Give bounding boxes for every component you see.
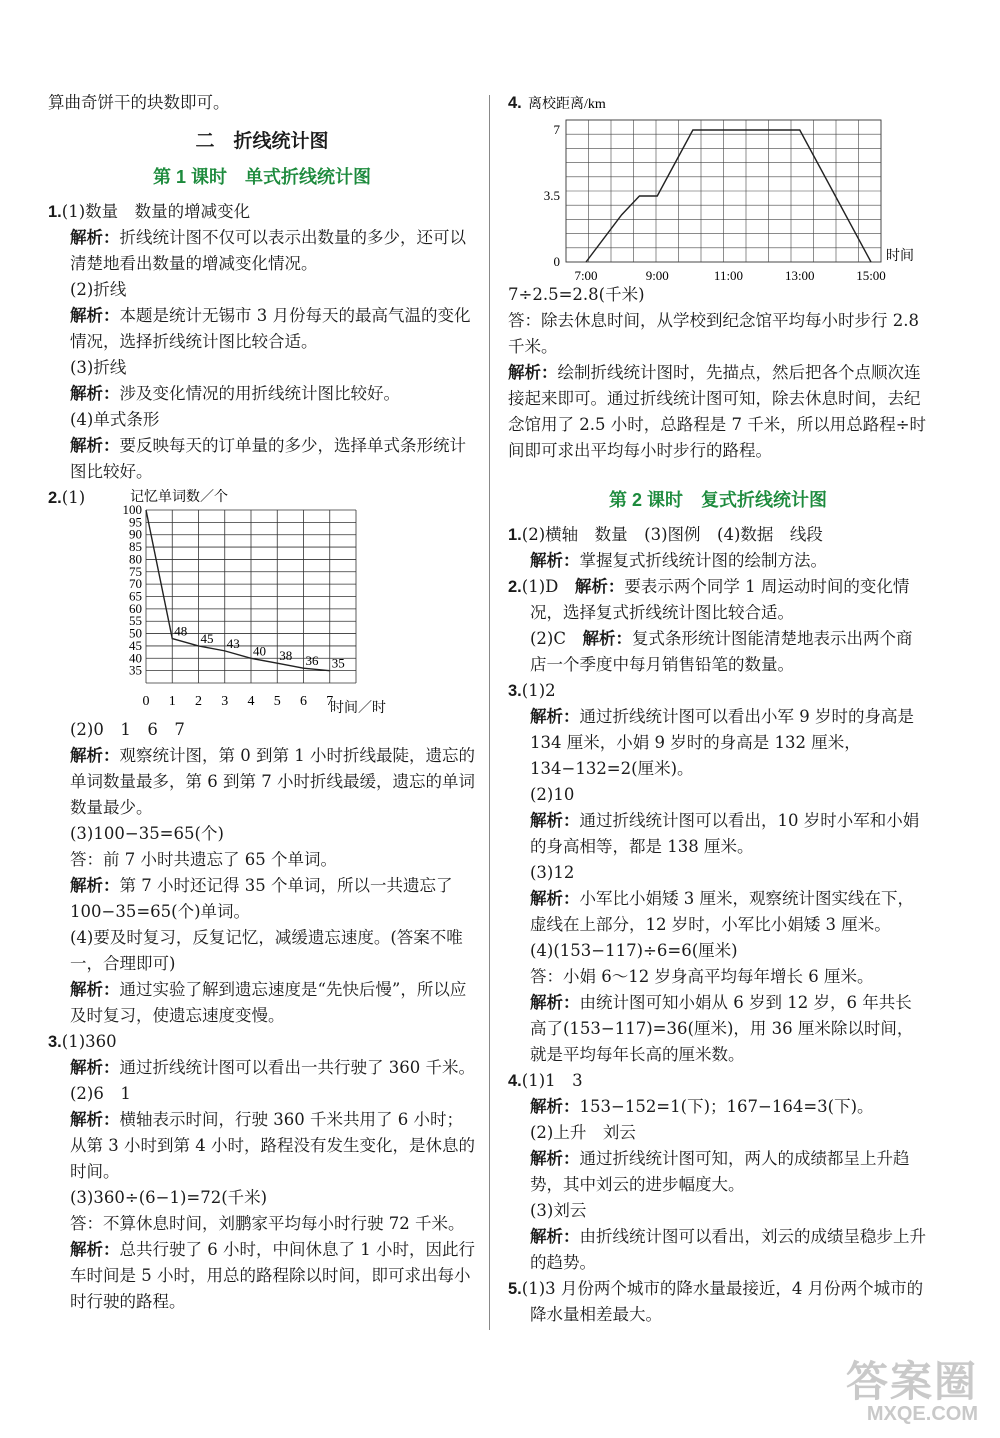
q3-explain-3: 总共行驶了 6 小时，中间休息了 1 小时，因此行车时间是 5 小时，用总的路程除以时间，即可求出每小时行驶的路程。	[70, 1240, 475, 1311]
rq2-explain-1: 要表示两个同学 1 周运动时间的变化情况，选择复式折线统计图比较合适。	[530, 577, 910, 622]
rq1-number: 1.	[508, 526, 522, 544]
watermark-url: MXQE.COM	[866, 1403, 978, 1425]
chart1-y-tick-label: 45	[129, 637, 142, 653]
chart1-x-tick-label: 7	[326, 694, 334, 709]
chart1-y-tick-label: 55	[129, 613, 142, 629]
jiexi-label: 解析：	[70, 1241, 120, 1259]
jiexi-label: 解析：	[530, 708, 580, 726]
q1-answer-4: (4)单式条形	[70, 410, 160, 429]
rq2-explain-2: 复式条形统计图能清楚地表示出两个商店一个季度中每月销售铅笔的数量。	[530, 629, 913, 674]
jiexi-label: 解析：	[70, 229, 120, 247]
chart1-x-tick-label: 0	[142, 694, 150, 709]
jiexi-label: 解析：	[530, 1228, 580, 1246]
q3-explain-2: 横轴表示时间，行驶 360 千米共用了 6 小时；从第 3 小时到第 4 小时，路程没有发生变化，是休息的时间。	[70, 1110, 475, 1181]
column-divider	[489, 95, 490, 1330]
q4-reply: 答：除去休息时间，从学校到纪念馆平均每小时步行 2.8 千米。	[508, 311, 919, 356]
chart1-data-label: 35	[331, 655, 345, 671]
chart2-x-ticks	[574, 268, 885, 282]
chart1-x-axis-label: 时间／时	[330, 701, 386, 716]
chart1-y-axis-label: 记忆单词数／个	[130, 490, 228, 505]
r-question-5	[508, 1276, 928, 1328]
chart2-x-tick-label: 7:00	[574, 268, 598, 282]
chart2-x-tick-label: 9:00	[645, 268, 669, 282]
chart1-x-tick-label: 1	[168, 694, 176, 709]
rq2-number: 2.	[508, 578, 522, 596]
rq4-answer-1: (1)1 3	[521, 1071, 583, 1090]
watermark-logo	[846, 1360, 978, 1424]
q1-answer-1: (1)数量 数量的增减变化	[61, 202, 251, 221]
rq3-number: 3.	[508, 682, 522, 700]
q1-explain-3: 涉及变化情况的用折线统计图比较好。	[119, 384, 400, 403]
q1-explain-1: 折线统计图不仅可以表示出数量的多少，还可以清楚地看出数量的增减变化情况。	[70, 228, 466, 273]
rq4-explain-2: 通过折线统计图可知，两人的成绩都呈上升趋势，其中刘云的进步幅度大。	[530, 1149, 910, 1194]
rq3-reply-4: 答：小娟 6～12 岁身高平均每年增长 6 厘米。	[530, 967, 874, 986]
q3-explain-1: 通过折线统计图可以看出一共行驶了 360 千米。	[119, 1058, 475, 1077]
jiexi-label: 解析：	[530, 994, 580, 1012]
chart1-y-tick-label: 95	[129, 514, 142, 530]
jiexi-label: 解析：	[582, 630, 632, 648]
rq4-explain-3: 由折线统计图可以看出，刘云的成绩呈稳步上升的趋势。	[530, 1227, 926, 1272]
chart1-x-ticks	[143, 694, 334, 709]
chart1-y-tick-label: 90	[129, 526, 142, 542]
chart1-data-label: 38	[279, 648, 293, 664]
r-question-1	[508, 522, 928, 574]
chart2-x-tick-label: 13:00	[784, 268, 815, 282]
question-3	[48, 1029, 476, 1315]
intro-text: 算曲奇饼干的块数即可。	[48, 93, 230, 112]
q1-number: 1.	[48, 203, 62, 221]
q2-reply-3: 答：前 7 小时共遗忘了 65 个单词。	[70, 850, 337, 869]
jiexi-label: 解析：	[70, 437, 120, 455]
chart1-y-tick-label: 65	[129, 588, 142, 604]
chart2-y-tick-label: 0	[553, 254, 560, 269]
chart1-data-label: 43	[226, 635, 240, 651]
rq1-explain: 掌握复式折线统计图的绘制方法。	[579, 551, 827, 570]
q1-answer-2: (2)折线	[70, 280, 127, 299]
rq3-answer-1: (1)2	[521, 681, 556, 700]
watermark-title: 答案圈	[845, 1358, 978, 1405]
jiexi-label: 解析：	[70, 981, 120, 999]
rq4-answer-3: (3)刘云	[530, 1201, 587, 1220]
lesson-1-title: 第 1 课时 单式折线统计图	[152, 167, 371, 187]
r-question-3	[508, 678, 928, 1068]
r-question-2	[508, 574, 928, 678]
jiexi-label: 解析：	[508, 364, 558, 382]
jiexi-label: 解析：	[530, 890, 580, 908]
q2-number: 2.	[48, 489, 62, 507]
chart1-x-tick-label: 4	[247, 694, 255, 709]
q3-answer-1: (1)360	[61, 1032, 117, 1051]
chart1-x-tick-label: 6	[300, 694, 307, 709]
right-column	[508, 90, 928, 1328]
q2-part-1: (1)	[61, 488, 86, 507]
chart2-y-tick-label: 7	[553, 122, 560, 137]
chart1-grid	[146, 510, 356, 683]
r-question-4	[508, 1068, 928, 1276]
q3-answer-2: (2)6 1	[70, 1084, 131, 1103]
question-4-distance	[508, 90, 928, 464]
q4-explain: 绘制折线统计图时，先描点，然后把各个点顺次连接起来即可。通过折线统计图可知，除去休息时间，去纪念馆用了 2.5 小时，总路程是 7 千米，所以用总路程÷时间即可求出平均每小时步行的路程。	[508, 363, 927, 460]
rq4-answer-2: (2)上升 刘云	[530, 1123, 636, 1142]
jiexi-label: 解析：	[70, 1059, 120, 1077]
chart1-y-ticks	[123, 502, 143, 678]
q3-number: 3.	[48, 1033, 62, 1051]
chart2-x-tick-label: 15:00	[856, 268, 886, 282]
rq3-explain-4: 由统计图可知小娟从 6 岁到 12 岁，6 年共长高了(153−117)=36(厘米)，用 36 厘米除以时间，就是平均每年长高的厘米数。	[530, 993, 914, 1064]
rq2-answer-2: (2)C	[530, 629, 566, 648]
chart1-x-tick-label: 2	[195, 694, 202, 709]
rq3-explain-3: 小军比小娟矮 3 厘米，观察统计图实线在下，虚线在上部分，12 岁时，小军比小娟矮 3 厘米。	[530, 889, 914, 934]
chart1-y-tick-label: 50	[129, 625, 142, 641]
chart1-y-tick-label: 40	[129, 650, 142, 666]
chart1-data-label: 40	[253, 643, 266, 659]
jiexi-label: 解析：	[70, 877, 120, 895]
chart1-x-tick-label: 3	[221, 694, 229, 709]
jiexi-label: 解析：	[70, 385, 120, 403]
chart1-data-label: 48	[174, 623, 188, 639]
chart2-series-line	[586, 130, 871, 262]
q2-explain-3: 第 7 小时还记得 35 个单词，所以一共遗忘了 100−35=65(个)单词。	[70, 876, 453, 921]
q1-answer-3: (3)折线	[70, 358, 127, 377]
jiexi-label: 解析：	[70, 1111, 120, 1129]
rq2-answer-1: (1)D	[521, 577, 559, 596]
lesson-2-title: 第 2 课时 复式折线统计图	[608, 490, 827, 510]
memory-chart-block	[48, 485, 476, 717]
chart1-y-tick-label: 80	[129, 551, 142, 567]
chart2-grid	[566, 120, 881, 262]
q2-explain-4: 通过实验了解到遗忘速度是“先快后慢”，所以应及时复习，使遗忘速度变慢。	[70, 980, 467, 1025]
q1-explain-2: 本题是统计无锡市 3 月份每天的最高气温的变化情况，选择折线统计图比较合适。	[70, 306, 471, 351]
rq4-explain-1: 153−152=1(下)；167−164=3(下)。	[579, 1097, 874, 1116]
chart1-y-tick-label: 35	[129, 662, 142, 678]
chart1-y-tick-label: 75	[129, 563, 142, 579]
chart1-y-tick-label: 70	[129, 576, 142, 592]
jiexi-label: 解析：	[530, 1150, 580, 1168]
jiexi-label: 解析：	[70, 307, 120, 325]
jiexi-label: 解析：	[530, 812, 580, 830]
question-2	[48, 485, 476, 1029]
jiexi-label: 解析：	[530, 1098, 580, 1116]
distance-chart-block	[508, 90, 928, 282]
distance-line-chart	[526, 90, 926, 282]
q1-explain-4: 要反映每天的订单量的多少，选择单式条形统计图比较好。	[70, 436, 466, 481]
q2-explain-2: 观察统计图，第 0 到第 1 小时折线最陡，遗忘的单词数量最多，第 6 到第 7 小时折线最缓，遗忘的单词数量最少。	[70, 746, 475, 817]
chart2-y-ticks	[544, 122, 561, 269]
memory-line-chart	[106, 485, 436, 717]
jiexi-label: 解析：	[574, 578, 625, 596]
chart2-x-tick-label: 11:00	[713, 268, 744, 282]
chart1-y-tick-label: 60	[129, 600, 142, 616]
chart1-x-tick-label: 5	[273, 694, 281, 709]
q3-answer-3: (3)360÷(6−1)=72(千米)	[70, 1188, 268, 1207]
rq3-answer-2: (2)10	[530, 785, 575, 804]
rq5-answer-1: (1)3 月份两个城市的降水量最接近，4 月份两个城市的降水量相差最大。	[521, 1279, 924, 1324]
rq3-answer-4: (4)(153−117)÷6=6(厘米)	[530, 941, 738, 960]
q4-calc: 7÷2.5=2.8(千米)	[508, 285, 645, 304]
rq4-number: 4.	[508, 1072, 522, 1090]
chart2-x-axis-label: 时间	[886, 249, 914, 264]
rq3-answer-3: (3)12	[530, 863, 575, 882]
q4-number: 4.	[508, 94, 522, 112]
chart1-data-label: 45	[200, 630, 214, 646]
question-1	[48, 199, 476, 485]
chart2-y-tick-label: 3.5	[543, 188, 560, 203]
left-column	[48, 90, 476, 1315]
jiexi-label: 解析：	[530, 552, 580, 570]
q2-answer-3: (3)100−35=65(个)	[70, 824, 224, 843]
chart1-data-labels	[174, 624, 345, 671]
chart1-y-tick-label: 85	[129, 539, 142, 555]
chart2-y-axis-label: 离校距离/km	[528, 97, 606, 112]
q3-reply-3: 答：不算休息时间，刘鹏家平均每小时行驶 72 千米。	[70, 1214, 465, 1233]
q2-answer-2: (2)0 1 6 7	[70, 720, 185, 739]
rq1-answer: (2)横轴 数量 (3)图例 (4)数据 线段	[521, 525, 823, 544]
jiexi-label: 解析：	[70, 747, 120, 765]
rq3-explain-2: 通过折线统计图可以看出，10 岁时小军和小娟的身高相等，都是 138 厘米。	[530, 811, 920, 856]
chart1-y-tick-label: 100	[122, 502, 142, 517]
rq5-number: 5.	[508, 1280, 522, 1298]
rq3-explain-1: 通过折线统计图可以看出小军 9 岁时的身高是 134 厘米，小娟 9 岁时的身高是 132 厘米，134−132=2(厘米)。	[530, 707, 914, 778]
q2-answer-4: (4)要及时复习，反复记忆，减缓遗忘速度。(答案不唯一，合理即可)	[70, 928, 463, 973]
chart1-data-label: 36	[305, 653, 319, 669]
section-title: 二 折线统计图	[195, 131, 329, 152]
